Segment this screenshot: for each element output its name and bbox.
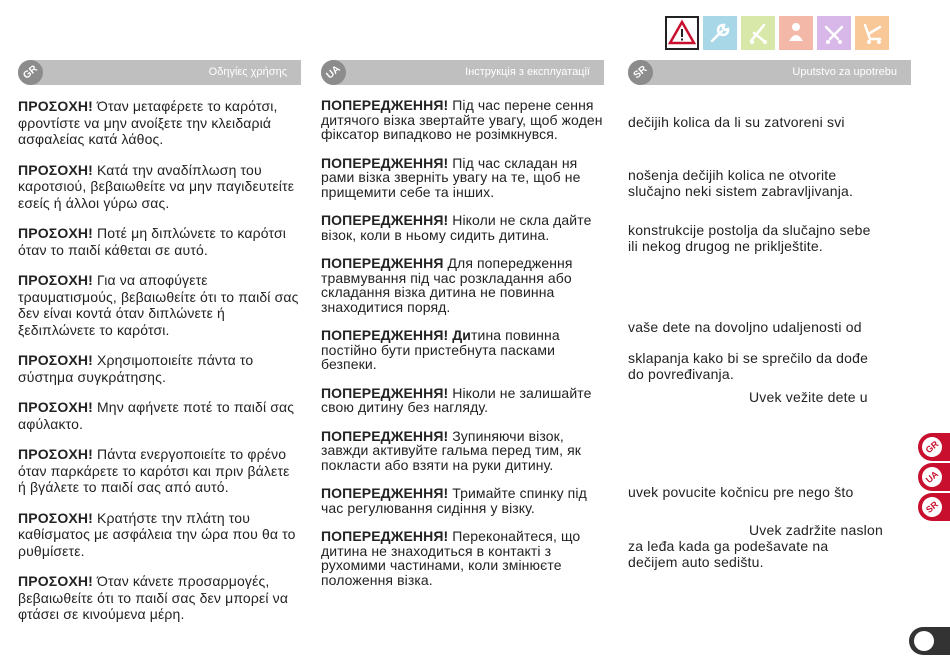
icon-strip bbox=[665, 16, 889, 50]
wrench-icon bbox=[703, 16, 737, 50]
warning-paragraph: ΠΡΟΣΟΧΗ! Όταν μεταφέρετε το καρότσι, φροντίστε να μην ανοίξετε την κλειδαριά ασφαλείας κατά λάθος. bbox=[18, 98, 278, 147]
instructions-text bbox=[18, 98, 301, 623]
warning-paragraph: ПОПЕРЕДЖЕННЯ! Ніколи не скла дайте візок, коли в ньому сидить дитина. bbox=[321, 212, 592, 243]
text-line: sklapanja kako bi se sprečilo da dođe bbox=[628, 350, 869, 366]
warning-paragraph: ПОПЕРЕДЖЕННЯ! Тримайте спинку під час регулювання сидіння у візку. bbox=[321, 485, 587, 516]
instructions-text bbox=[321, 98, 604, 587]
text-line: Uvek vežite dete u bbox=[749, 389, 868, 405]
section-title: Οδηγίες χρήσης bbox=[208, 66, 287, 78]
language-badge: UA bbox=[316, 55, 351, 90]
stroller-fold-icon bbox=[741, 16, 775, 50]
text-line: Uvek zadržite naslon bbox=[749, 522, 883, 538]
language-tab-gr[interactable]: GR bbox=[918, 433, 950, 461]
stroller-accessory-icon bbox=[817, 16, 851, 50]
warning-paragraph: ПОПЕРЕДЖЕННЯ! Під час складан ня рами візка зверніть увагу на те, щоб не прищемити себе та інших. bbox=[321, 154, 581, 200]
text-line: za leđa kada ga podešavate na bbox=[628, 538, 829, 554]
language-badge: GR bbox=[13, 55, 48, 90]
column-serbian bbox=[628, 60, 911, 600]
section-header bbox=[628, 60, 911, 85]
warning-paragraph: ПОПЕРЕДЖЕННЯ! Зупиняючи візок, завжди активуйте гальма перед тим, як покласти або взяти на руки дитину. bbox=[321, 427, 581, 473]
warning-paragraph: ΠΡΟΣΟΧΗ! Χρησιμοποιείτε πάντα το σύστημα συγκράτησης. bbox=[18, 352, 254, 385]
section-title: Uputstvo za upotrebu bbox=[792, 66, 897, 78]
warning-paragraph: ΠΡΟΣΟΧΗ! Για να αποφύγετε τραυματισμούς, βεβαιωθείτε ότι το παιδί σας δεν είναι κοντά όταν διπλώνετε ή ξεδιπλώνετε το καρότσι. bbox=[18, 272, 299, 338]
text-line: dečijih kolica da li su zatvoreni svi bbox=[628, 114, 845, 130]
text-line: vaše dete na dovoljno udaljenosti od bbox=[628, 319, 862, 335]
text-line: do povređivanja. bbox=[628, 366, 734, 382]
warning-paragraph: ПОПЕРЕДЖЕННЯ! Переконайтеся, що дитина не знаходиться в контакті з рухомими частинами, коли змінюєте положення візка. bbox=[321, 528, 581, 588]
text-line: slučajno neki sistem zabravljivanja. bbox=[628, 183, 854, 199]
warning-paragraph: ΠΡΟΣΟΧΗ! Κατά την αναδίπλωση του καροτσιού, βεβαιωθείτε να μην παγιδευτείτε εσείς ή άλλοι γύρω σας. bbox=[18, 161, 295, 211]
text-line: uvek povucite kočnicu pre nego što bbox=[628, 484, 854, 500]
text-line: ili nekog drugog ne priklještite. bbox=[628, 238, 823, 254]
warning-paragraph: ПОПЕРЕДЖЕННЯ! Під час перене сення дитячого візка звертайте увагу, щоб жоден фіксатор випадково не розімкнувся. bbox=[321, 97, 603, 142]
section-header bbox=[18, 60, 301, 85]
language-tab-ua[interactable]: UA bbox=[918, 463, 950, 491]
warning-paragraph: ΠΡΟΣΟΧΗ! Όταν κάνετε προσαρμογές, βεβαιωθείτε ότι το παιδί σας δεν μπορεί να φτάσει σε κινούμενα μέρη. bbox=[18, 573, 289, 622]
warning-paragraph: ΠΡΟΣΟΧΗ! Κρατήστε την πλάτη του καθίσματος με ασφάλεια την ώρα που θα το ρυθμίσετε. bbox=[18, 509, 296, 559]
column-greek bbox=[18, 60, 301, 631]
text-line: nošenja dečijih kolica ne otvorite bbox=[628, 167, 837, 183]
page-tab bbox=[909, 627, 950, 655]
text-line: dečijem auto sedištu. bbox=[628, 554, 764, 570]
warning-paragraph: ΠΡΟΣΟΧΗ! Ποτέ μη διπλώνετε το καρότσι όταν το παιδί κάθεται σε αυτό. bbox=[18, 225, 287, 258]
section-header bbox=[321, 60, 604, 85]
warning-paragraph: ПОПЕРЕДЖЕННЯ! Ніколи не залишайте свою дитину без нагляду. bbox=[321, 384, 592, 415]
warning-paragraph: ΠΡΟΣΟΧΗ! Μην αφήνετε ποτέ το παιδί σας αφύλακτο. bbox=[18, 399, 295, 432]
text-line: konstrukcije postolja da slučajno sebe bbox=[628, 222, 871, 238]
warning-paragraph: ПОПЕРЕДЖЕННЯ! Дитина повинна постійно бути пристебнута пасками безпеки. bbox=[321, 327, 560, 372]
warning-paragraph: ΠΡΟΣΟΧΗ! Πάντα ενεργοποιείτε το φρένο όταν παρκάρετε το καρότσι και πριν βάλετε ή βγάλετε το παιδί σας από αυτό. bbox=[18, 446, 290, 495]
baby-seat-icon bbox=[779, 16, 813, 50]
language-badge: SR bbox=[623, 55, 658, 90]
column-ukrainian bbox=[321, 60, 604, 593]
section-title: Інструкція з експлуатації bbox=[465, 66, 590, 78]
warning-triangle-icon bbox=[665, 16, 699, 50]
stroller-open-icon bbox=[855, 16, 889, 50]
page-tab-dot bbox=[914, 631, 934, 651]
language-tab-sr[interactable]: SR bbox=[918, 493, 950, 521]
warning-paragraph: ПОПЕРЕДЖЕННЯ Для попередження травмування під час розкладання або складання візка дитина не повинна знаходитися поряд. bbox=[321, 255, 573, 315]
